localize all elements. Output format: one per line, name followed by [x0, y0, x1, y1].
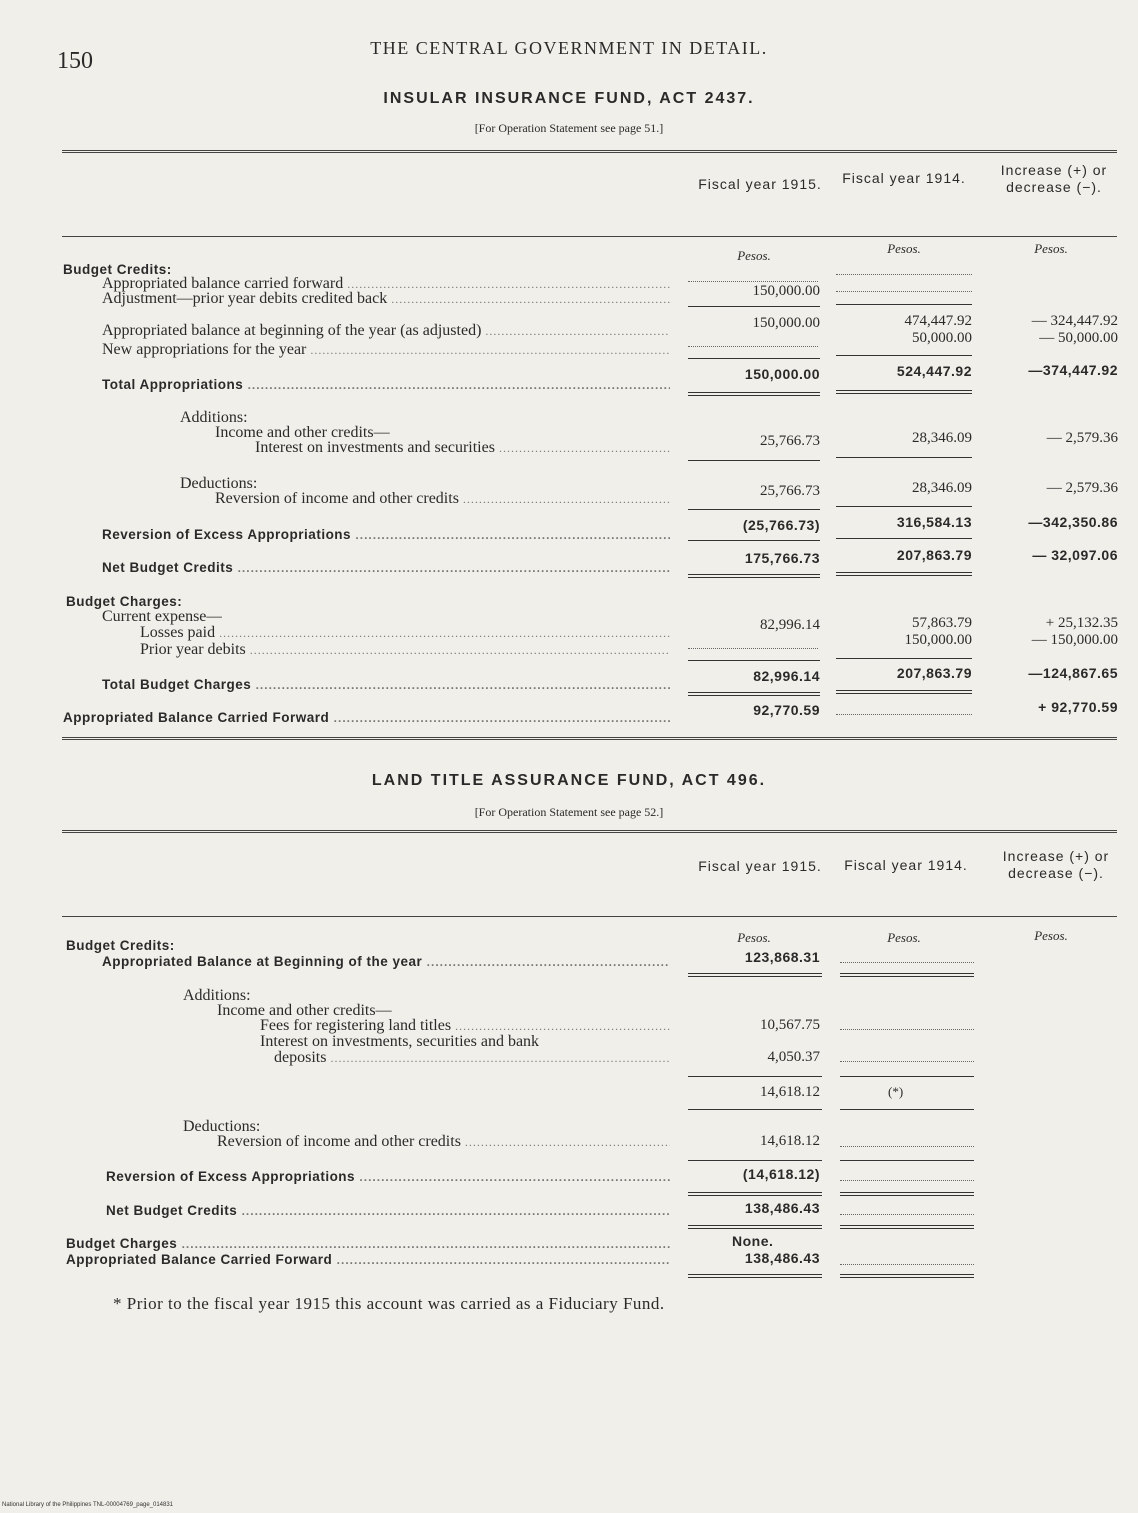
dot-leader: [840, 1029, 974, 1030]
prior-debits-change: — 150,000.00: [1031, 632, 1118, 648]
interest-1914: 28,346.09: [912, 430, 972, 446]
reversion-income-label: Reversion of income and other credits .....: [215, 490, 670, 508]
current-expense-heading: Current expense—: [102, 608, 223, 625]
double-underline: [840, 1225, 974, 1229]
underline: [688, 660, 820, 661]
double-underline: [688, 392, 820, 396]
subtotal-1914-footnote-ref: (*): [888, 1084, 904, 1099]
column-header-1915: Fiscal year 1915.: [698, 858, 822, 874]
budget-credits-heading: Budget Credits:: [66, 938, 175, 953]
table-top-rule: [62, 150, 1117, 153]
prior-debits-1914: 150,000.00: [904, 632, 972, 648]
underline: [836, 304, 972, 305]
additions-heading: Additions:: [183, 987, 251, 1004]
budget-credits-heading: Budget Credits:: [63, 262, 172, 277]
appropriated-carried-label: Appropriated Balance Carried Forward .....: [63, 710, 670, 725]
total-appropriations-1915: 150,000.00: [744, 366, 820, 382]
dot-leader: [840, 1061, 974, 1062]
dot-leader: [840, 1146, 974, 1147]
scan-credit: National Library of the Philippines TNL-00004769_page_014831: [2, 1502, 174, 1508]
losses-paid-1915: 82,996.14: [760, 617, 820, 633]
interest-label-line2: deposits .....: [274, 1049, 670, 1067]
interest-label: Interest on investments and securities .....: [255, 439, 670, 457]
subtotal-1915: 14,618.12: [760, 1084, 820, 1100]
deductions-heading: Deductions:: [183, 1118, 261, 1135]
double-underline: [836, 690, 972, 694]
underline: [836, 538, 972, 539]
underline: [688, 358, 820, 359]
total-appropriations-change: —374,447.92: [1028, 362, 1118, 378]
dot-leader: [688, 648, 818, 649]
adjustment-label: Adjustment—prior year debits credited back .....: [102, 290, 670, 308]
unit-1914: Pesos.: [887, 241, 921, 256]
new-appropriations-label: New appropriations for the year .....: [102, 341, 670, 359]
dot-leader: [836, 291, 972, 292]
reversion-income-1915: 14,618.12: [760, 1133, 820, 1149]
unit-change: Pesos.: [1034, 928, 1068, 943]
column-header-1915: Fiscal year 1915.: [698, 176, 822, 192]
double-underline: [840, 1274, 974, 1278]
appropriated-carried-1915: 138,486.43: [744, 1250, 820, 1266]
dot-leader: [688, 346, 818, 347]
underline: [836, 658, 972, 659]
reversion-excess-1915: (14,618.12): [742, 1166, 820, 1182]
budget-charges-1915: None.: [732, 1233, 774, 1249]
underline: [836, 506, 972, 507]
reversion-excess-1915: (25,766.73): [742, 517, 820, 533]
total-appropriations-label: Total Appropriations .....: [102, 377, 670, 392]
net-credits-1915: 175,766.73: [744, 550, 820, 566]
page-number: 150: [57, 48, 93, 74]
total-charges-label: Total Budget Charges .....: [102, 677, 670, 692]
double-underline: [840, 1192, 974, 1196]
interest-label-line1: Interest on investments, securities and bank: [260, 1033, 540, 1050]
unit-1914: Pesos.: [887, 930, 921, 945]
appropriated-carried-change: + 92,770.59: [1038, 699, 1118, 715]
double-underline: [840, 973, 974, 977]
appropriated-carried-label: Appropriated Balance Carried Forward .....: [66, 1252, 670, 1267]
double-underline: [836, 390, 972, 394]
column-header-1914: Fiscal year 1914.: [844, 857, 968, 873]
appropriated-beginning-label: Appropriated balance at beginning of the year (as adjusted) .....: [102, 322, 670, 340]
losses-paid-label: Losses paid .....: [140, 624, 670, 642]
appropriated-beginning-1915: 150,000.00: [752, 315, 820, 331]
underline: [688, 460, 820, 461]
table-top-rule: [62, 830, 1117, 833]
header-rule: [62, 236, 1117, 237]
dot-leader: [836, 274, 972, 275]
interest-change: — 2,579.36: [1046, 430, 1118, 446]
header-rule: [62, 916, 1117, 917]
net-credits-label: Net Budget Credits .....: [102, 560, 670, 575]
prior-debits-label: Prior year debits .....: [140, 641, 670, 659]
fees-1915: 10,567.75: [760, 1017, 820, 1033]
underline: [688, 1160, 822, 1161]
underline: [840, 1109, 974, 1110]
underline: [688, 540, 820, 541]
reversion-excess-label: Reversion of Excess Appropriations .....: [106, 1169, 670, 1184]
reversion-excess-change: —342,350.86: [1028, 514, 1118, 530]
adjustment-1915: 150,000.00: [752, 283, 820, 299]
column-header-change: Increase (+) or decrease (−).: [1000, 162, 1108, 195]
new-appropriations-change: — 50,000.00: [1039, 330, 1118, 346]
dot-leader: [836, 714, 972, 715]
appropriated-forward-label: Appropriated balance carried forward .....: [102, 275, 670, 293]
interest-1915: 4,050.37: [767, 1049, 820, 1065]
unit-change: Pesos.: [1034, 241, 1068, 256]
appropriated-beginning-label: Appropriated Balance at Beginning of the year .....: [102, 954, 670, 969]
losses-paid-change: + 25,132.35: [1045, 615, 1118, 631]
running-title: THE CENTRAL GOVERNMENT IN DETAIL.: [370, 38, 768, 58]
new-appropriations-1914: 50,000.00: [912, 330, 972, 346]
operation-note: [For Operation Statement see page 51.]: [474, 121, 664, 135]
double-underline: [688, 1225, 822, 1229]
double-underline: [836, 572, 972, 576]
underline: [840, 1076, 974, 1077]
table-bottom-rule: [62, 737, 1117, 740]
reversion-income-1915: 25,766.73: [760, 483, 820, 499]
underline: [688, 1076, 822, 1077]
income-credits-heading: Income and other credits—: [217, 1002, 392, 1019]
budget-charges-label: Budget Charges .....: [66, 1236, 670, 1251]
income-credits-heading: Income and other credits—: [215, 424, 390, 441]
underline: [688, 1109, 822, 1110]
underline: [688, 509, 820, 510]
double-underline: [688, 973, 822, 977]
dot-leader: [840, 1180, 974, 1181]
net-credits-change: — 32,097.06: [1032, 547, 1118, 563]
unit-1915: Pesos.: [737, 248, 771, 263]
underline: [840, 1160, 974, 1161]
double-underline: [688, 574, 820, 578]
fees-label: Fees for registering land titles .....: [260, 1017, 670, 1035]
deductions-heading: Deductions:: [180, 475, 258, 492]
unit-1915: Pesos.: [737, 930, 771, 945]
dot-leader: [688, 281, 818, 282]
appropriated-beginning-1915: 123,868.31: [744, 949, 820, 965]
operation-note: [For Operation Statement see page 52.]: [474, 805, 664, 819]
double-underline: [688, 1192, 822, 1196]
net-credits-1915: 138,486.43: [744, 1200, 820, 1216]
total-charges-1915: 82,996.14: [753, 668, 820, 684]
net-credits-label: Net Budget Credits .....: [106, 1203, 670, 1218]
footnote: * Prior to the fiscal year 1915 this account was carried as a Fiduciary Fund.: [113, 1294, 665, 1313]
appropriated-carried-1915: 92,770.59: [753, 702, 820, 718]
underline: [836, 355, 972, 356]
additions-heading: Additions:: [180, 409, 248, 426]
reversion-excess-1914: 316,584.13: [896, 514, 972, 530]
column-header-1914: Fiscal year 1914.: [842, 170, 966, 186]
budget-charges-heading: Budget Charges:: [66, 594, 183, 609]
appropriated-beginning-1914: 474,447.92: [904, 313, 972, 329]
underline: [688, 306, 820, 307]
interest-1915: 25,766.73: [760, 433, 820, 449]
reversion-income-1914: 28,346.09: [912, 480, 972, 496]
reversion-income-label: Reversion of income and other credits .....: [217, 1133, 670, 1151]
total-charges-1914: 207,863.79: [896, 665, 972, 681]
total-charges-change: —124,867.65: [1028, 665, 1118, 681]
section-title: LAND TITLE ASSURANCE FUND, ACT 496.: [371, 772, 767, 789]
reversion-excess-label: Reversion of Excess Appropriations .....: [102, 527, 670, 542]
column-header-change: Increase (+) or decrease (−).: [1002, 848, 1110, 881]
reversion-income-change: — 2,579.36: [1046, 480, 1118, 496]
double-underline: [688, 692, 820, 696]
total-appropriations-1914: 524,447.92: [896, 363, 972, 379]
losses-paid-1914: 57,863.79: [912, 615, 972, 631]
dot-leader: [840, 962, 974, 963]
appropriated-beginning-change: — 324,447.92: [1031, 313, 1118, 329]
net-credits-1914: 207,863.79: [896, 547, 972, 563]
underline: [836, 457, 972, 458]
double-underline: [688, 1274, 822, 1278]
dot-leader: [840, 1264, 974, 1265]
dot-leader: [840, 1214, 974, 1215]
section-title: INSULAR INSURANCE FUND, ACT 2437.: [383, 90, 755, 107]
